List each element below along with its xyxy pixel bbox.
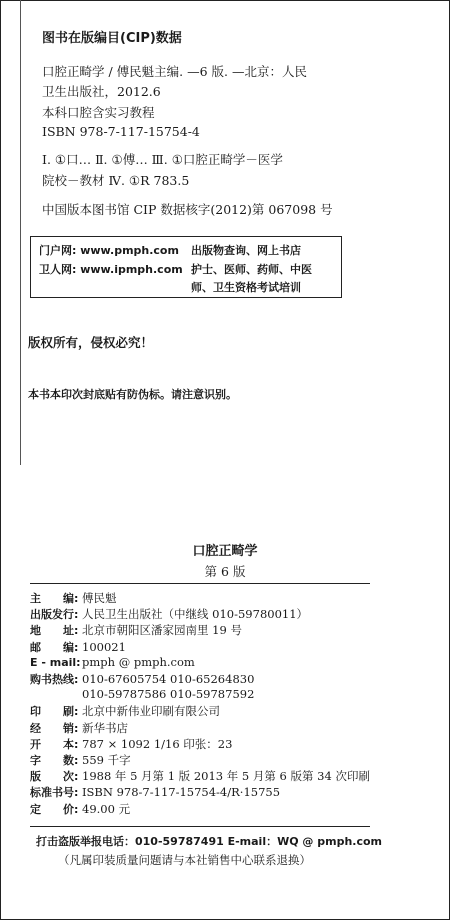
info-value: 010-67605754 010-65264830 (82, 672, 255, 686)
info-row (30, 687, 254, 701)
website-box (30, 236, 342, 298)
copyright-notice: 版权所有，侵权必究！ (28, 335, 154, 350)
info-label: 开 本: (30, 737, 79, 751)
info-value: 010-59787586 010-59787592 (82, 687, 255, 702)
quality-notice: （凡属印装质量问题请与本社销售中心联系退换） (58, 853, 311, 867)
info-value: 人民卫生出版社（中继线 010-59780011） (82, 607, 309, 622)
info-row (30, 768, 370, 784)
anticounterfeit-notice: 本书本印次封底贴有防伪标。请注意识别。 (28, 388, 237, 401)
info-value: pmph @ pmph.com (82, 654, 195, 669)
info-label: 邮 编: (30, 640, 79, 654)
info-row (30, 784, 280, 800)
service-text-1: 出版物查询、网上书店 (191, 244, 301, 257)
edition: 第 6 版 (204, 564, 246, 579)
info-row (30, 736, 232, 752)
service-text-3: 师、卫生资格考试培训 (191, 281, 301, 294)
service-text-2: 护士、医师、药师、中医 (191, 263, 312, 276)
weirenwang-link: 卫人网: www.ipmph.com (39, 263, 183, 276)
info-row (30, 801, 130, 817)
info-label: 字 数: (30, 754, 79, 767)
info-value: 559 千字 (82, 753, 131, 767)
portal-link: 门户网: www.pmph.com (39, 244, 179, 257)
top-rule (30, 583, 370, 584)
info-row (30, 606, 308, 622)
info-label: 购书热线: (30, 673, 79, 686)
info-label: 版 次: (30, 770, 79, 784)
info-label: 地 址: (30, 624, 79, 638)
info-row (30, 703, 220, 719)
info-value: 1988 年 5 月第 1 版 2013 年 5 月第 6 版第 34 次印刷 (82, 769, 370, 784)
info-row (30, 720, 128, 736)
cip-line-4: ISBN 978-7-117-15754-4 (42, 124, 200, 139)
cip-line-5: Ⅰ. ①口… Ⅱ. ①傅… Ⅲ. ①口腔正畸学－医学 (42, 152, 283, 167)
info-row (30, 590, 117, 606)
cip-line-6: 院校－教材 Ⅳ. ①R 783.5 (42, 173, 190, 188)
cip-line-2: 卫生出版社，2012.6 (42, 84, 161, 99)
cip-line-7: 中国版本图书馆 CIP 数据核字(2012)第 067098 号 (42, 202, 333, 217)
info-value: 49.00 元 (82, 801, 131, 816)
info-value: 787 × 1092 1/16 印张：23 (82, 736, 233, 751)
info-row (30, 671, 254, 687)
info-value: 北京市朝阳区潘家园南里 19 号 (82, 623, 242, 638)
info-value: 北京中新伟业印刷有限公司 (82, 704, 220, 719)
info-label: E - mail: (30, 655, 81, 669)
info-value: 100021 (82, 639, 126, 654)
margin-line (20, 0, 21, 465)
info-row (30, 622, 242, 638)
info-label: 定 价: (30, 802, 79, 816)
cip-line-1: 口腔正畸学 / 傅民魁主编. —6 版. —北京：人民 (42, 64, 307, 79)
info-row (30, 752, 131, 768)
info-value: ISBN 978-7-117-15754-4/R·15755 (82, 785, 281, 800)
info-label: 印 刷: (30, 705, 79, 719)
info-label: 经 销: (30, 721, 79, 735)
cip-line-3: 本科口腔含实习教程 (42, 105, 155, 120)
info-label: 主 编: (30, 592, 79, 605)
info-row (30, 639, 126, 655)
info-value: 傅民魁 (82, 591, 117, 605)
piracy-report-line: 打击盗版举报电话：010-59787491 E-mail：WQ @ pmph.com (36, 835, 382, 848)
info-row (30, 655, 195, 669)
cip-title: 图书在版编目(CIP)数据 (42, 31, 182, 46)
info-label: 标准书号: (30, 786, 79, 800)
info-label: 出版发行: (30, 608, 79, 622)
book-title: 口腔正畸学 (192, 544, 258, 559)
info-value: 新华书店 (82, 720, 128, 735)
bottom-rule (30, 826, 370, 827)
